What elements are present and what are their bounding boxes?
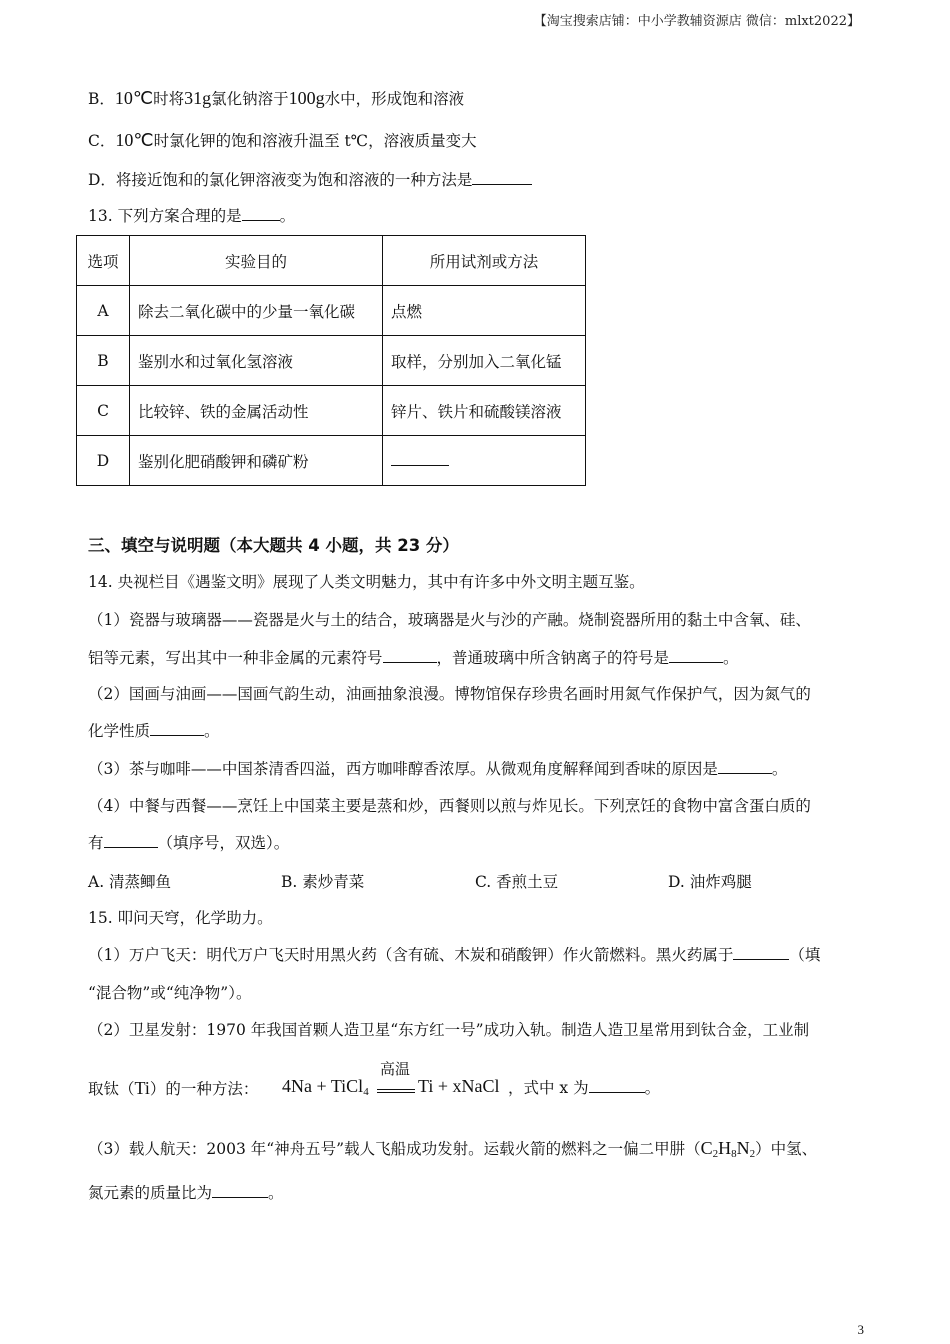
formula-sub-2: 2 (712, 1148, 719, 1160)
formula-sub-2b: 2 (749, 1148, 756, 1160)
q14-p1-text-b: ，普通玻璃中所含钠离子的符号是 (436, 649, 670, 667)
reaction-arrow (377, 1089, 415, 1093)
chemical-formula (701, 1138, 756, 1158)
q13-stem-end: 。 (279, 207, 296, 225)
equation-left (282, 1076, 369, 1098)
q14-part1-line2 (88, 648, 739, 668)
q13-table (76, 235, 586, 486)
q15-part2-line2 (88, 1078, 258, 1099)
equation-subscript: 4 (363, 1086, 369, 1098)
q14-p3-text-b: 。 (771, 760, 788, 778)
answer-blank[interactable] (669, 648, 723, 663)
page-header: 【淘宝搜索店铺：中小学教辅资源店 微信：mlxt2022】 (533, 14, 860, 29)
q12-b-text1: 时将 (153, 90, 185, 108)
page-number: 3 (857, 1322, 864, 1337)
q14-p1-text-c: 。 (723, 649, 739, 667)
q14-p3-text-a: （3）茶与咖啡——中国茶清香四溢，西方咖啡醇香浓厚。从微观角度解释闻到香味的原因是 (88, 760, 718, 778)
q15-part3-line1 (88, 1138, 817, 1164)
row-option: D (77, 436, 130, 486)
q12-b-mass2: 100g (288, 88, 325, 108)
q15-part3-line2 (88, 1183, 284, 1203)
q14-option-b: B. 素炒青菜 (281, 873, 365, 891)
q14-p4-text-b: （填序号，双选）。 (157, 834, 290, 852)
row-purpose: 鉴别化肥硝酸钾和磷矿粉 (130, 436, 383, 486)
q12-b-label: B． (88, 90, 115, 108)
q14-p4-text-a: 有 (88, 834, 104, 852)
answer-blank[interactable] (391, 451, 449, 466)
formula-n: N (736, 1138, 750, 1158)
q13-stem-text: 13. 下列方案合理的是 (88, 207, 242, 225)
formula-c: C (700, 1138, 713, 1158)
answer-blank[interactable] (242, 206, 280, 221)
answer-blank[interactable] (472, 170, 532, 185)
row-method: 取样，分别加入二氧化锰 (383, 336, 586, 386)
formula-h: H (718, 1138, 732, 1158)
row-purpose: 比较锌、铁的金属活动性 (130, 386, 383, 436)
q15-stem: 15. 叩问天穹，化学助力。 (88, 909, 273, 927)
answer-blank[interactable] (733, 945, 789, 960)
row-method (383, 436, 586, 486)
equation-right: Ti + xNaCl (418, 1076, 500, 1096)
row-method: 点燃 (383, 286, 586, 336)
q15-p2-text-b: ）的一种方法： (149, 1080, 259, 1098)
row-option: B (77, 336, 130, 386)
q14-part2-line1: （2）国画与油画——国画气韵生动，油画抽象浪漫。博物馆保存珍贵名画时用氮气作保护气，因为氮气的 (88, 685, 811, 703)
answer-blank[interactable] (212, 1183, 268, 1198)
answer-blank[interactable] (104, 833, 158, 848)
q14-part4-line2 (88, 833, 289, 853)
table-row (77, 336, 586, 386)
q14-part1-line1: （1）瓷器与玻璃器——瓷器是火与土的结合，玻璃器是火与沙的产融。烧制瓷器所用的黏土中含氧、硅、 (88, 611, 811, 629)
q14-option-c: C. 香煎土豆 (475, 873, 559, 891)
q12-c-text: 时氯化钾的饱和溶液升温至 t℃，溶液质量变大 (153, 132, 477, 150)
q15-part2-line1: （2）卫星发射：1970 年我国首颗人造卫星“东方红一号”成功入轨。制造人造卫星常用到钛合金，工业制 (88, 1021, 810, 1039)
q12-b-temp: 10℃ (114, 88, 154, 108)
header-purpose: 实验目的 (130, 236, 383, 286)
header-option: 选项 (77, 236, 130, 286)
q14-p1-text-a: 铝等元素，写出其中一种非金属的元素符号 (88, 649, 383, 667)
q15-part1-line2: “混合物”或“纯净物”）。 (88, 984, 252, 1002)
formula-sub-8: 8 (731, 1148, 737, 1160)
q14-part3 (88, 759, 787, 779)
q12-b-mass1: 31g (184, 88, 212, 108)
table-row (77, 436, 586, 486)
row-purpose: 除去二氧化碳中的少量一氧化碳 (130, 286, 383, 336)
q14-part4-line1: （4）中餐与西餐——烹饪上中国菜主要是蒸和炒，西餐则以煎与炸见长。下列烹饪的食物中富含蛋白质的 (88, 797, 811, 815)
q15-p3-text-a: （3）载人航天：2003 年“神舟五号”载人飞船成功发射。运载火箭的燃料之一偏二甲肼（ (88, 1140, 701, 1158)
table-row (77, 286, 586, 336)
row-purpose: 鉴别水和过氧化氢溶液 (130, 336, 383, 386)
q15-p2-text-d: 。 (644, 1079, 661, 1097)
q15-p2-text-c: ，式中 x 为 (508, 1079, 589, 1097)
equation-left-text: 4Na + TiCl (282, 1076, 364, 1096)
reaction-condition: 高温 (380, 1060, 411, 1078)
row-option: C (77, 386, 130, 436)
answer-blank[interactable] (383, 648, 437, 663)
answer-blank[interactable] (150, 721, 204, 736)
q15-ti-symbol: Ti (134, 1078, 150, 1098)
q15-part2-tail (508, 1078, 660, 1098)
q15-p2-text-a: 取钛（ (88, 1080, 135, 1098)
q15-p3-text-d: 。 (268, 1184, 284, 1202)
q12-b-text3: 水中，形成饱和溶液 (324, 90, 465, 108)
q14-option-a: A. 清蒸鲫鱼 (88, 873, 172, 891)
row-option: A (77, 286, 130, 336)
q14-part2-line2 (88, 721, 220, 741)
q12-option-c (88, 130, 477, 151)
q12-option-d (88, 170, 532, 190)
q12-d-text: D．将接近饱和的氯化钾溶液变为饱和溶液的一种方法是 (88, 171, 473, 189)
q15-p1-text-a: （1）万户飞天：明代万户飞天时用黑火药（含有硫、木炭和硝酸钾）作火箭燃料。黑火药属于 (88, 946, 734, 964)
answer-blank[interactable] (718, 759, 772, 774)
q14-option-d: D. 油炸鸡腿 (668, 873, 752, 891)
section-title: 三、填空与说明题（本大题共 4 小题，共 23 分） (88, 536, 459, 555)
q12-c-temp: 10℃ (115, 130, 154, 150)
row-method: 锌片、铁片和硫酸镁溶液 (383, 386, 586, 436)
header-method: 所用试剂或方法 (383, 236, 586, 286)
q13-stem (88, 206, 295, 226)
q15-part1-line1 (88, 945, 820, 965)
q15-p3-text-c: 氮元素的质量比为 (88, 1184, 213, 1202)
answer-blank[interactable] (589, 1078, 645, 1093)
q14-p2-text-a: 化学性质 (88, 722, 151, 740)
q15-p1-text-b: （填 (789, 946, 821, 964)
q12-c-label: C． (88, 132, 116, 150)
q12-option-b (88, 88, 464, 109)
q14-p2-text-b: 。 (204, 722, 220, 740)
q15-p3-text-b: ）中氢、 (755, 1140, 818, 1158)
q14-stem: 14. 央视栏目《遇鉴文明》展现了人类文明魅力，其中有许多中外文明主题互鉴。 (88, 573, 645, 591)
table-row (77, 386, 586, 436)
table-header-row (77, 236, 586, 286)
q12-b-text2: 氯化钠溶于 (211, 90, 289, 108)
